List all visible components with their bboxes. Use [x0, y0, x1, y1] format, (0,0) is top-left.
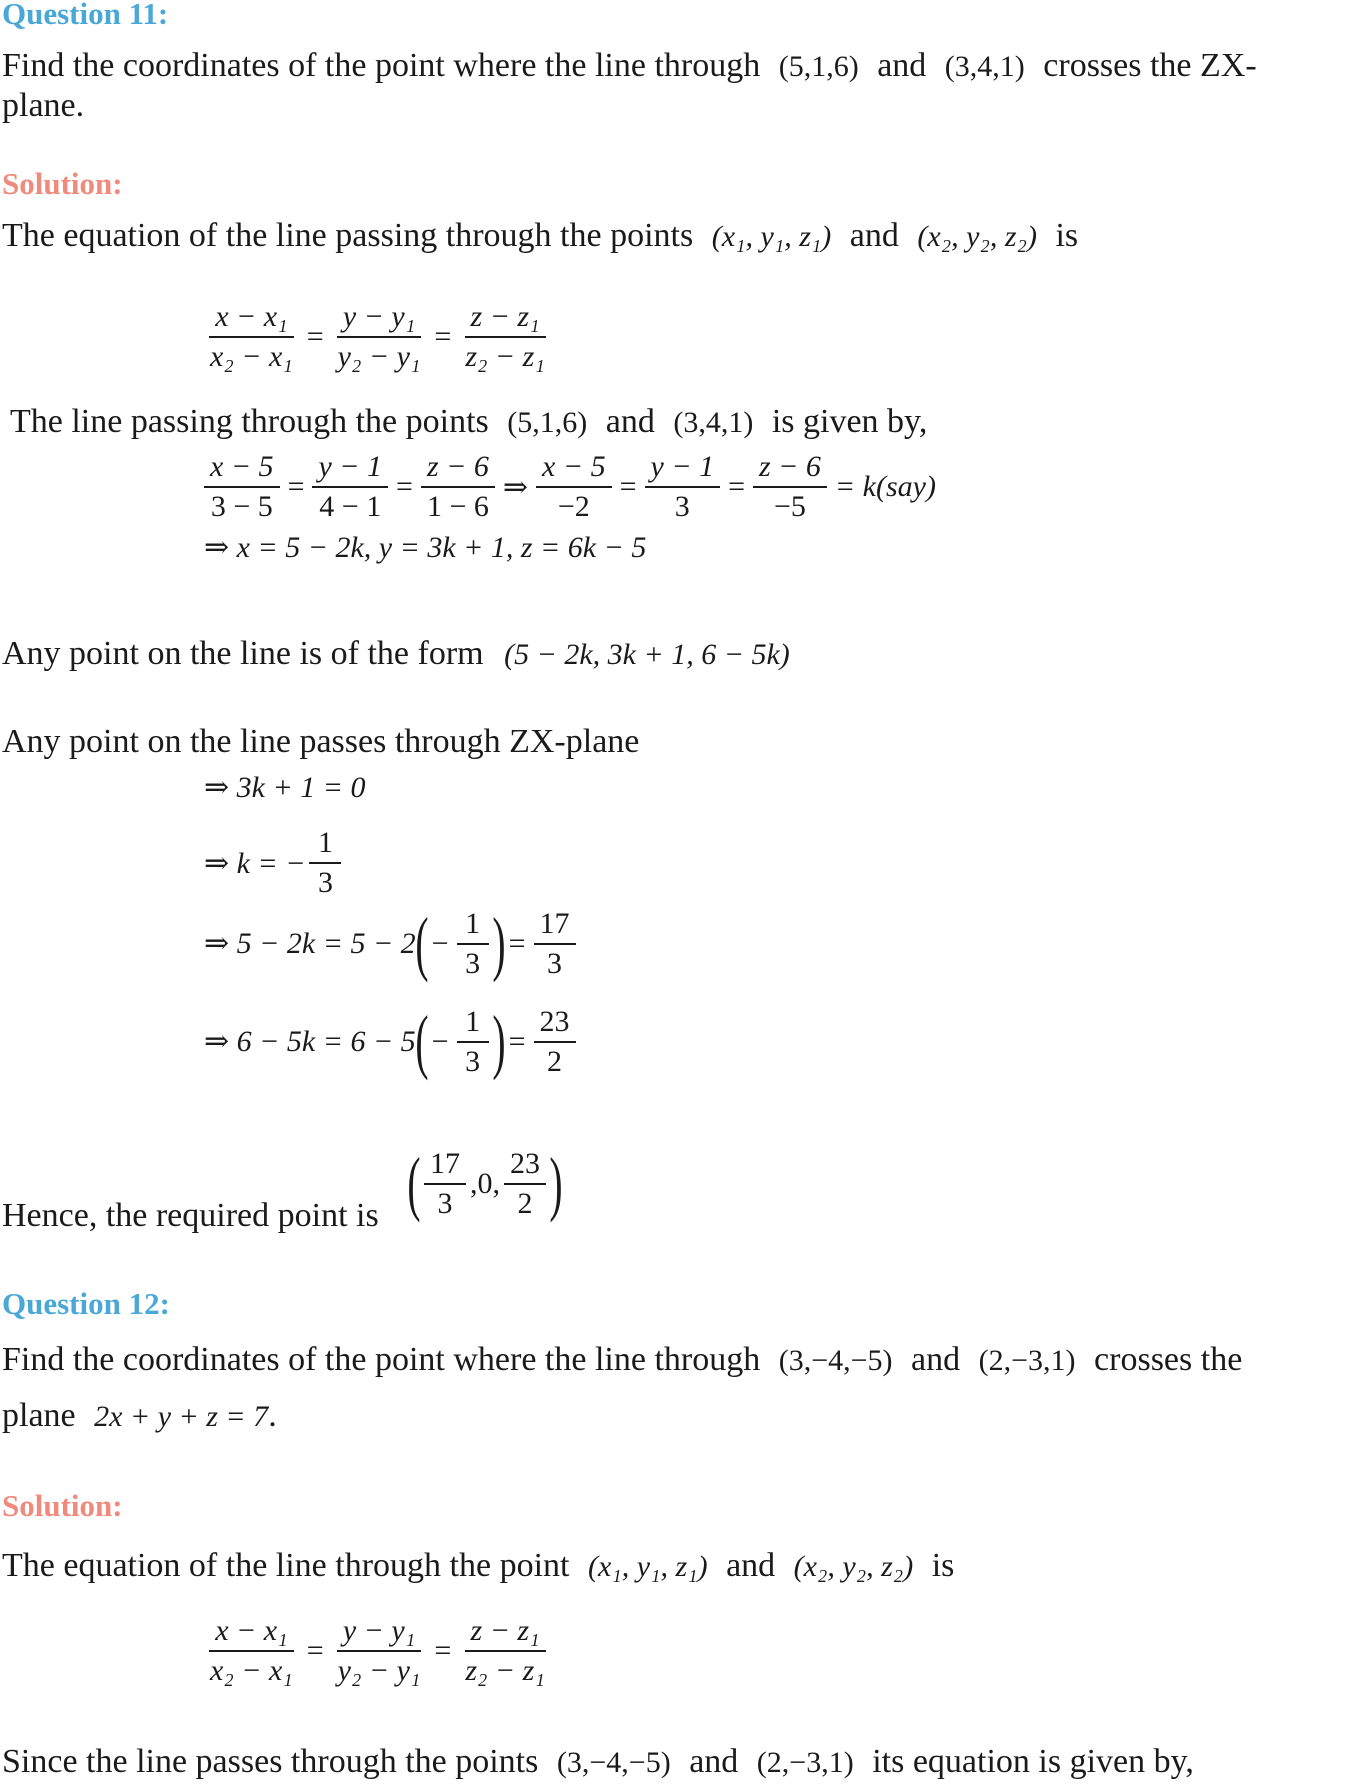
q11-and-2: and	[849, 217, 899, 254]
question-11-text-line2: plane.	[2, 87, 85, 124]
numerator: y − 1	[645, 450, 721, 488]
q11-point-1: (x₁, y₁, z₁)	[711, 220, 832, 253]
fraction	[534, 1005, 576, 1079]
q11-line-passing-text	[10, 402, 927, 443]
equals-sign: =	[619, 470, 637, 503]
q11-and-3: and	[605, 403, 655, 440]
denominator: 3	[437, 1186, 453, 1220]
q11-general-point: (5 − 2k, 3k + 1, 6 − 5k)	[504, 638, 790, 671]
step-2-left: ⇒ k = −	[204, 846, 306, 880]
answer-middle: ,0,	[469, 1166, 500, 1200]
q11-is: is	[1055, 217, 1079, 254]
q12-since-point-a: (3,−4,−5)	[556, 1746, 671, 1779]
q12-point-1: (x₁, y₁, z₁)	[587, 1550, 708, 1583]
q12-eq-intro-text: The equation of the line through the point	[2, 1547, 570, 1584]
equals-sign: =	[287, 470, 305, 503]
right-paren: )	[549, 1143, 563, 1223]
fraction	[204, 1614, 299, 1688]
q12-point-2: (x₂, y₂, z₂)	[793, 1550, 914, 1583]
q11-given-by: is given by,	[771, 403, 928, 440]
step-4-left: ⇒ 6 − 5k = 6 − 5	[204, 1025, 416, 1058]
fraction	[457, 1005, 489, 1079]
q11-any-point-text: Any point on the line is of the form	[2, 635, 484, 672]
fraction	[457, 907, 489, 981]
q11-step-1: ⇒ 3k + 1 = 0	[204, 771, 366, 804]
minus-sign: −	[431, 926, 449, 960]
denominator: −5	[774, 490, 806, 523]
q12-equation-intro	[2, 1546, 954, 1587]
fraction	[459, 300, 550, 374]
q11-crosses: crosses the ZX-	[1043, 47, 1257, 84]
q12-since-lead: Since the line passes through the points	[2, 1743, 539, 1780]
equals-sign: =	[396, 470, 413, 503]
numerator: x − 5	[204, 450, 280, 488]
numerator: z − 6	[421, 450, 495, 488]
q11-point-b-2: (3,4,1)	[673, 406, 754, 439]
q11-solution-heading: Solution:	[2, 166, 123, 201]
fraction	[421, 450, 495, 524]
q12-crosses: crosses the	[1094, 1341, 1243, 1378]
q11-specific-line-equation	[200, 450, 940, 524]
numerator: 1	[309, 826, 341, 864]
fraction	[753, 450, 827, 524]
left-paren: (	[407, 1143, 421, 1223]
denominator: 3	[317, 866, 333, 899]
q11-point-a: (5,1,6)	[778, 50, 859, 83]
q11-step-4	[204, 1000, 580, 1083]
q12-solution-heading: Solution:	[2, 1488, 123, 1523]
equals-sign: =	[306, 1634, 324, 1667]
fraction	[332, 1614, 427, 1688]
fraction	[312, 450, 388, 524]
question-12-title: Question 12:	[2, 1286, 170, 1321]
question-12-text-line1	[2, 1340, 1242, 1381]
implies-arrow: ⇒	[502, 470, 529, 504]
numerator: 23	[534, 1005, 576, 1043]
numerator: y − 1	[312, 450, 388, 488]
equals-sign: =	[728, 470, 745, 503]
denominator: 2	[517, 1186, 533, 1220]
equals-sign: =	[434, 1634, 452, 1667]
fraction	[204, 450, 280, 524]
q12-general-line-equation	[200, 1614, 555, 1688]
numerator: 1	[457, 907, 489, 945]
q11-parametric-form: ⇒ x = 5 − 2k, y = 3k + 1, z = 6k − 5	[204, 531, 647, 564]
k-say: = k(say)	[834, 470, 936, 503]
q12-period: .	[268, 1397, 277, 1434]
numerator: y − y₁	[337, 300, 421, 338]
q12-and-2: and	[726, 1547, 776, 1584]
q12-point-a: (3,−4,−5)	[778, 1344, 893, 1377]
denominator: 3	[465, 1044, 481, 1078]
fraction	[534, 907, 576, 981]
numerator: 17	[424, 1147, 466, 1185]
q11-passes-zx: Any point on the line passes through ZX-plane	[2, 723, 640, 760]
numerator: 23	[504, 1147, 546, 1185]
numerator: 17	[534, 907, 576, 945]
numerator: z − 6	[753, 450, 827, 488]
fraction	[424, 1147, 466, 1221]
denominator: z₂ − z₁	[465, 1654, 545, 1687]
denominator: x₂ − x₁	[210, 340, 293, 373]
fraction	[332, 300, 427, 374]
numerator: z − z₁	[465, 1614, 546, 1652]
q11-any-point-form	[2, 634, 790, 675]
denominator: 3	[674, 490, 690, 523]
denominator: 3	[465, 946, 481, 980]
left-paren: (	[415, 1001, 429, 1081]
equals-sign: =	[434, 320, 452, 353]
q11-and: and	[877, 47, 927, 84]
step-3-left: ⇒ 5 − 2k = 5 − 2	[204, 927, 416, 960]
numerator: x − x₁	[209, 300, 293, 338]
equals-sign: =	[508, 1024, 526, 1058]
fraction	[536, 450, 612, 524]
denominator: y₂ − y₁	[337, 340, 421, 373]
equals-sign: =	[306, 320, 324, 353]
numerator: x − 5	[536, 450, 612, 488]
q11-point-a-2: (5,1,6)	[507, 406, 588, 439]
denominator: 1 − 6	[426, 490, 489, 523]
q11-step-2	[204, 826, 345, 900]
q11-hence-text: Hence, the required point is	[2, 1197, 379, 1234]
left-paren: (	[415, 903, 429, 983]
right-paren: )	[491, 1001, 506, 1081]
q12-and: and	[911, 1341, 961, 1378]
denominator: 2	[547, 1044, 562, 1078]
q11-point-b: (3,4,1)	[944, 50, 1025, 83]
q11-text: Find the coordinates of the point where the line through	[2, 47, 761, 84]
q12-since-end: its equation is given by,	[872, 1743, 1194, 1780]
fraction	[645, 450, 721, 524]
q12-is: is	[931, 1547, 955, 1584]
numerator: y − y₁	[337, 1614, 421, 1652]
minus-sign: −	[431, 1024, 449, 1058]
q12-since-text	[2, 1742, 1194, 1783]
q12-plane-word: plane	[2, 1397, 76, 1434]
question-12-text-line2	[2, 1396, 277, 1437]
q11-answer	[408, 1142, 562, 1225]
numerator: 1	[457, 1005, 489, 1043]
equals-sign: =	[508, 926, 526, 960]
q11-equation-intro	[2, 216, 1078, 257]
denominator: 3	[547, 946, 562, 980]
numerator: z − z₁	[465, 300, 546, 338]
denominator: −2	[557, 490, 590, 523]
q11-general-line-equation	[200, 300, 555, 374]
denominator: y₂ − y₁	[337, 1654, 421, 1687]
q11-step-3	[204, 902, 580, 985]
fraction	[459, 1614, 550, 1688]
right-paren: )	[491, 903, 506, 983]
q12-plane-equation: 2x + y + z = 7	[94, 1400, 269, 1433]
q11-eq-intro-text: The equation of the line passing through the points	[2, 217, 694, 254]
q11-line-pass-text: The line passing through the points	[10, 403, 489, 440]
q12-text: Find the coordinates of the point where the line through	[2, 1341, 761, 1378]
fraction	[309, 826, 341, 900]
question-11-title: Question 11:	[2, 0, 169, 31]
numerator: x − x₁	[209, 1614, 293, 1652]
fraction	[204, 300, 299, 374]
q12-since-point-b: (2,−3,1)	[756, 1746, 854, 1779]
question-11-text-line1	[2, 46, 1257, 87]
q12-point-b: (2,−3,1)	[978, 1344, 1076, 1377]
q12-and-3: and	[689, 1743, 739, 1780]
denominator: 3 − 5	[210, 490, 273, 523]
denominator: x₂ − x₁	[210, 1654, 293, 1687]
q11-point-2: (x₂, y₂, z₂)	[917, 220, 1037, 253]
denominator: 4 − 1	[319, 490, 382, 523]
fraction	[504, 1147, 546, 1221]
denominator: z₂ − z₁	[465, 340, 545, 373]
